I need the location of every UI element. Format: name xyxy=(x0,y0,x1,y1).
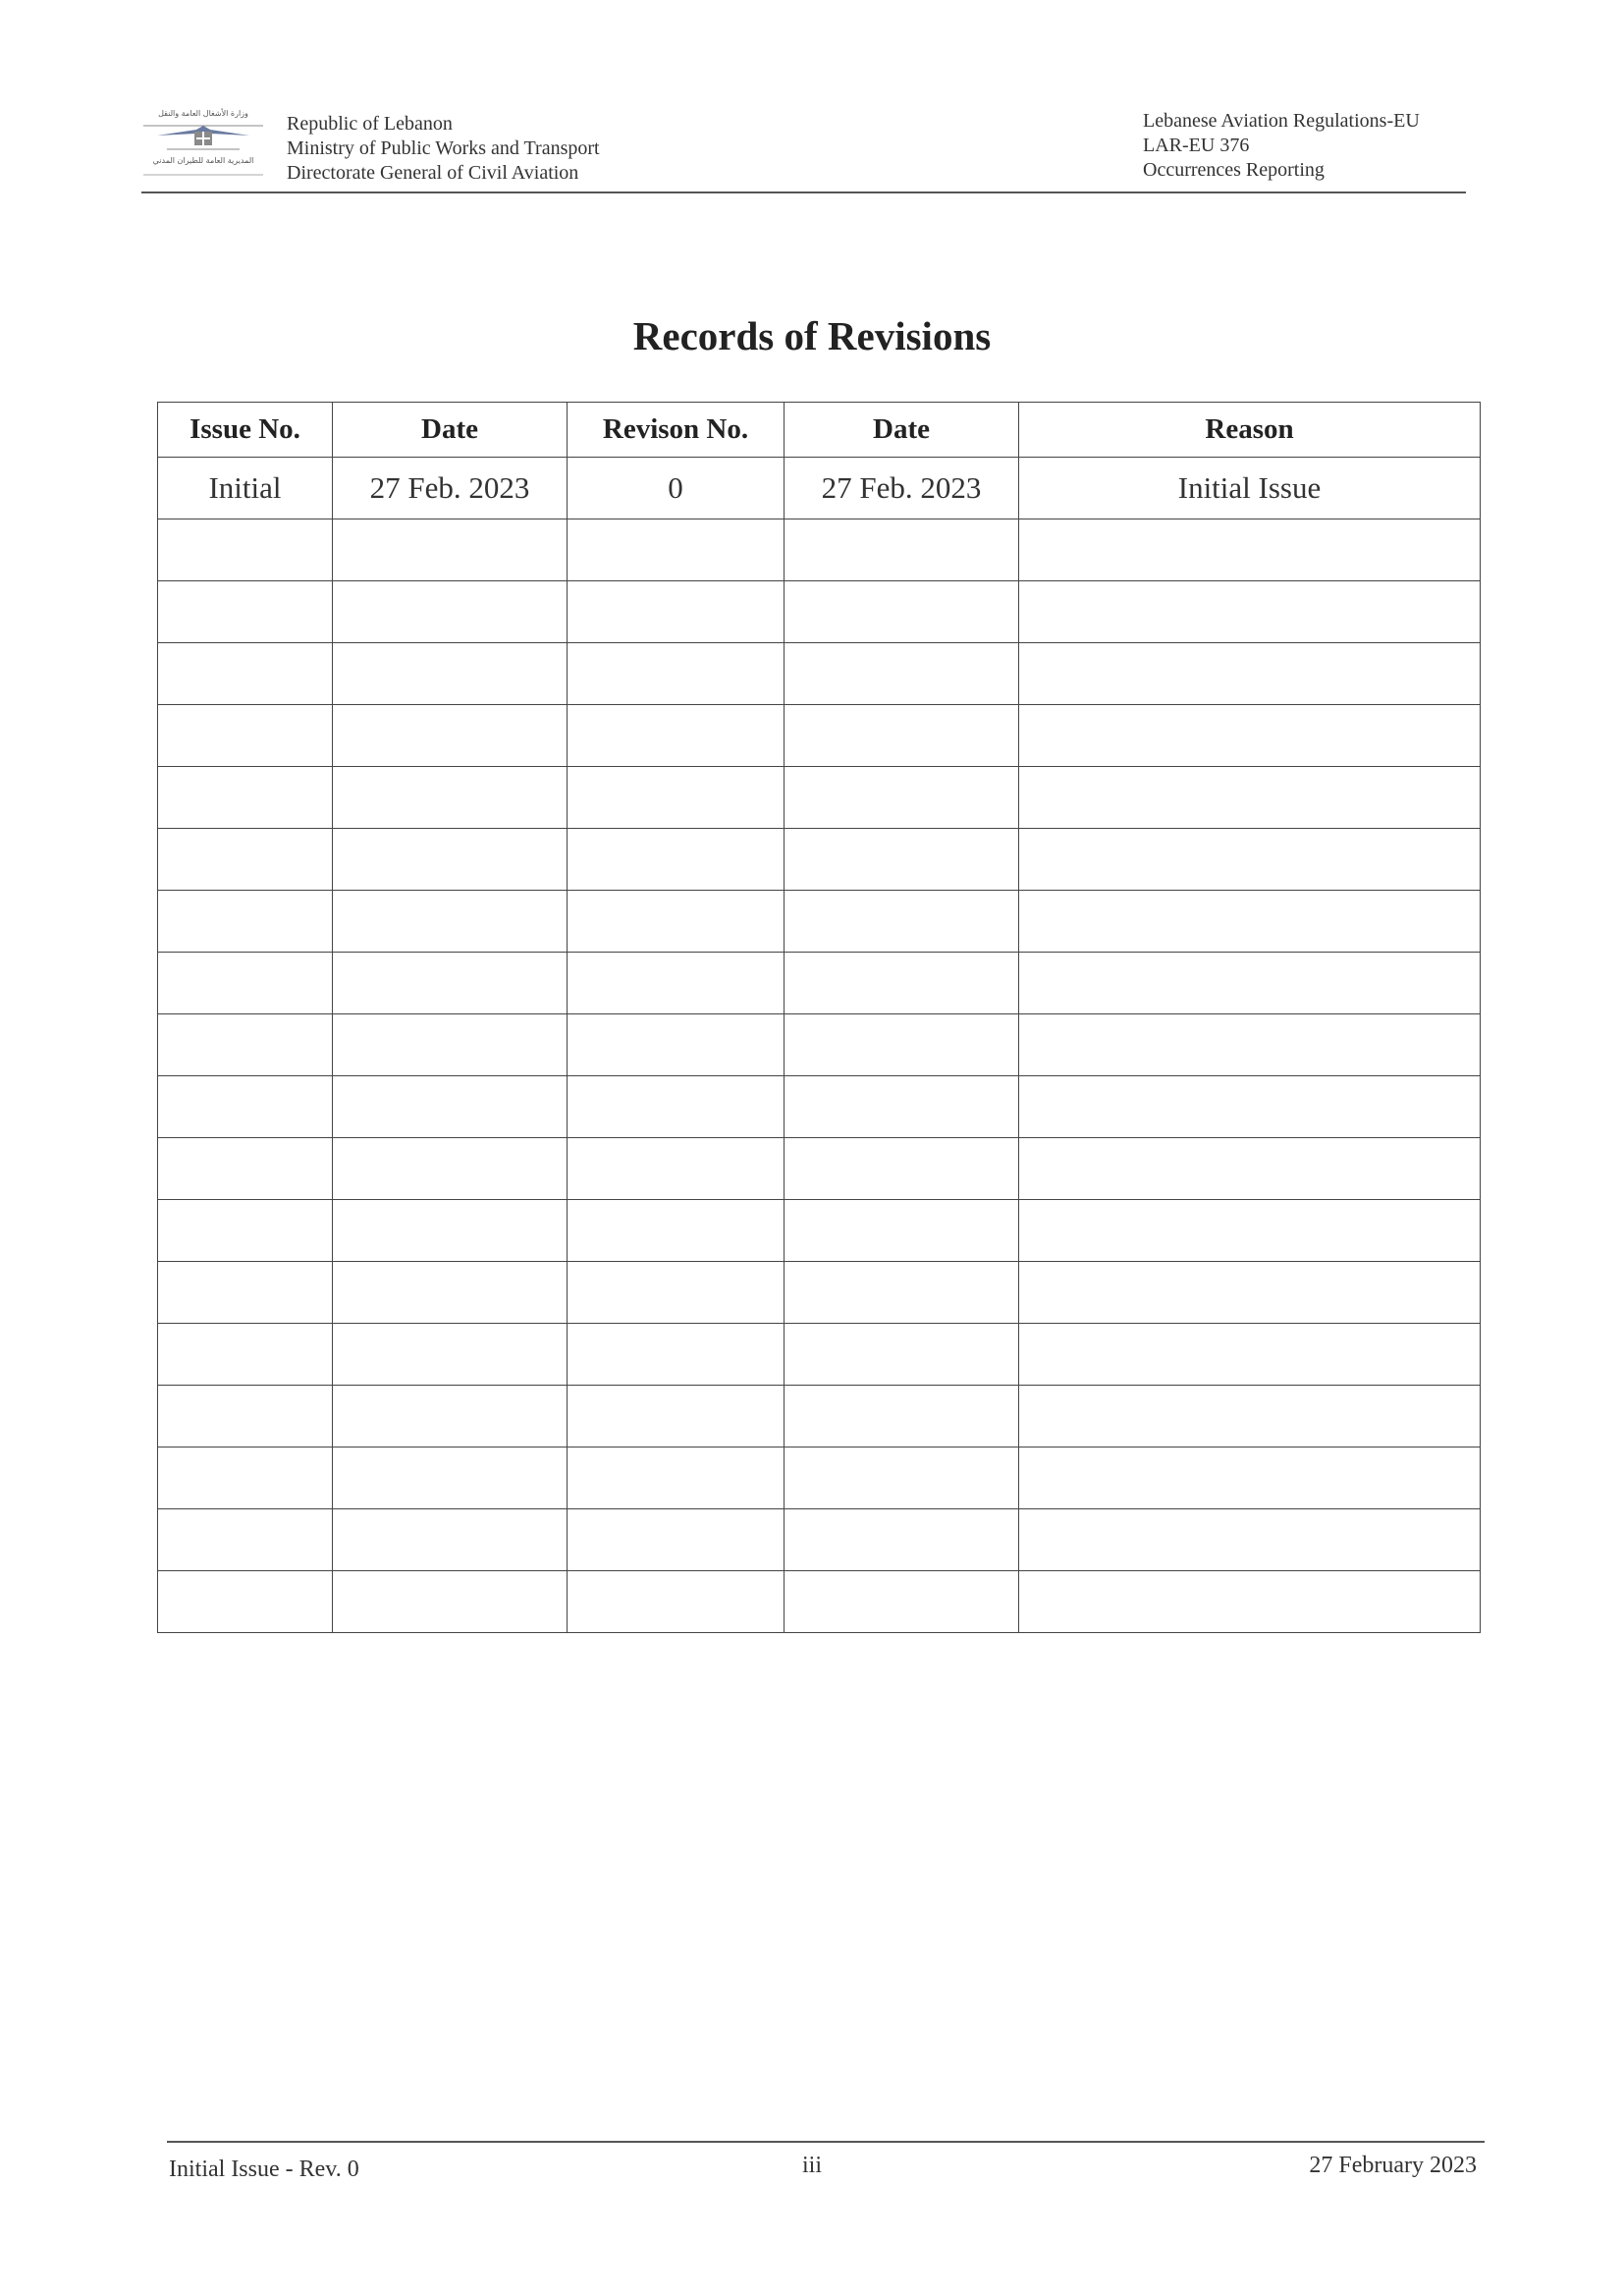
logo-arabic-bottom: المديرية العامة للطيران المدني xyxy=(152,156,254,165)
table-row xyxy=(158,581,1481,643)
table-row xyxy=(158,705,1481,767)
cell-reason xyxy=(1019,1571,1481,1633)
cell-revision-no xyxy=(568,705,785,767)
cell-revision-date: 27 Feb. 2023 xyxy=(785,458,1019,519)
table-row xyxy=(158,767,1481,829)
cell-issue-no xyxy=(158,581,333,643)
column-header-revision-date: Date xyxy=(785,403,1019,458)
cell-revision-no xyxy=(568,1076,785,1138)
cell-reason xyxy=(1019,581,1481,643)
cell-reason xyxy=(1019,829,1481,891)
cell-issue-date xyxy=(333,1262,568,1324)
cell-reason xyxy=(1019,1262,1481,1324)
cell-revision-no xyxy=(568,1571,785,1633)
table-row xyxy=(158,1386,1481,1447)
cell-revision-no xyxy=(568,1386,785,1447)
table-row xyxy=(158,1324,1481,1386)
cell-revision-date xyxy=(785,581,1019,643)
column-header-revision-no: Revison No. xyxy=(568,403,785,458)
cell-issue-no xyxy=(158,1076,333,1138)
cell-reason xyxy=(1019,1076,1481,1138)
cell-revision-date xyxy=(785,1324,1019,1386)
cell-reason xyxy=(1019,891,1481,953)
cell-issue-date xyxy=(333,1571,568,1633)
cell-reason xyxy=(1019,1138,1481,1200)
cell-revision-no xyxy=(568,581,785,643)
cell-issue-no xyxy=(158,891,333,953)
column-header-issue-no: Issue No. xyxy=(158,403,333,458)
table-row xyxy=(158,1076,1481,1138)
cell-issue-date xyxy=(333,1324,568,1386)
cell-reason xyxy=(1019,1447,1481,1509)
footer-divider xyxy=(167,2141,1485,2143)
cell-revision-no xyxy=(568,1324,785,1386)
cell-revision-date xyxy=(785,643,1019,705)
table-row xyxy=(158,1138,1481,1200)
cell-revision-no xyxy=(568,1509,785,1571)
cell-reason xyxy=(1019,767,1481,829)
cell-issue-no xyxy=(158,767,333,829)
cell-issue-no: Initial xyxy=(158,458,333,519)
header-regulation-subject: Occurrences Reporting xyxy=(1143,159,1325,181)
cell-revision-date xyxy=(785,1447,1019,1509)
cell-revision-no xyxy=(568,643,785,705)
cell-revision-date xyxy=(785,829,1019,891)
cell-issue-no xyxy=(158,1262,333,1324)
cell-revision-date xyxy=(785,1076,1019,1138)
cell-issue-date: 27 Feb. 2023 xyxy=(333,458,568,519)
table-header-row xyxy=(158,403,1481,458)
cell-issue-no xyxy=(158,829,333,891)
cell-issue-date xyxy=(333,519,568,581)
header-authority xyxy=(287,112,600,186)
column-header-reason: Reason xyxy=(1019,403,1481,458)
header-regulation-series: Lebanese Aviation Regulations-EU xyxy=(1143,110,1420,132)
cell-revision-date xyxy=(785,1262,1019,1324)
cell-revision-no xyxy=(568,1447,785,1509)
header-country: Republic of Lebanon xyxy=(287,113,453,135)
cell-issue-date xyxy=(333,643,568,705)
header-regulation xyxy=(1143,109,1420,183)
cell-revision-no xyxy=(568,1262,785,1324)
cell-issue-date xyxy=(333,1509,568,1571)
logo-arabic-top: وزارة الأشغال العامة والنقل xyxy=(158,109,248,118)
cell-issue-date xyxy=(333,1447,568,1509)
cell-issue-date xyxy=(333,1014,568,1076)
table-row xyxy=(158,1262,1481,1324)
cell-revision-no xyxy=(568,519,785,581)
footer-date: 27 February 2023 xyxy=(1309,2153,1477,2178)
cell-issue-date xyxy=(333,1138,568,1200)
table-row xyxy=(158,953,1481,1014)
cell-issue-date xyxy=(333,1386,568,1447)
cell-issue-no xyxy=(158,1571,333,1633)
cell-issue-date xyxy=(333,1200,568,1262)
cell-issue-date xyxy=(333,581,568,643)
footer-page-number: iii xyxy=(801,2153,822,2178)
cell-revision-date xyxy=(785,705,1019,767)
cell-revision-date xyxy=(785,1386,1019,1447)
cell-reason xyxy=(1019,705,1481,767)
cell-reason xyxy=(1019,953,1481,1014)
cell-revision-no: 0 xyxy=(568,458,785,519)
cell-issue-no xyxy=(158,643,333,705)
cell-issue-date xyxy=(333,829,568,891)
cell-reason xyxy=(1019,519,1481,581)
cell-reason: Initial Issue xyxy=(1019,458,1481,519)
cell-issue-date xyxy=(333,1076,568,1138)
page-title: Records of Revisions xyxy=(632,313,992,358)
cell-issue-no xyxy=(158,1447,333,1509)
cell-revision-date xyxy=(785,1014,1019,1076)
footer-issue: Initial Issue - Rev. 0 xyxy=(169,2157,359,2182)
header-divider xyxy=(141,191,1466,193)
cell-issue-no xyxy=(158,1509,333,1571)
cell-issue-date xyxy=(333,953,568,1014)
table-row xyxy=(158,643,1481,705)
table-row xyxy=(158,458,1481,519)
table-row xyxy=(158,1447,1481,1509)
cell-revision-date xyxy=(785,891,1019,953)
header-ministry: Ministry of Public Works and Transport xyxy=(287,137,600,159)
revisions-table xyxy=(157,402,1481,1633)
header-directorate: Directorate General of Civil Aviation xyxy=(287,162,579,184)
cell-revision-date xyxy=(785,519,1019,581)
cell-revision-no xyxy=(568,1014,785,1076)
cell-reason xyxy=(1019,643,1481,705)
column-header-issue-date: Date xyxy=(333,403,568,458)
cell-revision-date xyxy=(785,953,1019,1014)
cell-revision-no xyxy=(568,953,785,1014)
table-body xyxy=(158,458,1481,1633)
cell-issue-date xyxy=(333,767,568,829)
cell-issue-no xyxy=(158,1324,333,1386)
cell-revision-no xyxy=(568,1138,785,1200)
table-row xyxy=(158,519,1481,581)
header-regulation-code: LAR-EU 376 xyxy=(1143,135,1250,156)
cell-revision-no xyxy=(568,891,785,953)
cell-issue-date xyxy=(333,891,568,953)
cell-revision-date xyxy=(785,767,1019,829)
cell-reason xyxy=(1019,1509,1481,1571)
cell-reason xyxy=(1019,1014,1481,1076)
table-row xyxy=(158,891,1481,953)
cell-reason xyxy=(1019,1324,1481,1386)
cell-reason xyxy=(1019,1386,1481,1447)
table-row xyxy=(158,1200,1481,1262)
cell-revision-date xyxy=(785,1571,1019,1633)
cell-revision-no xyxy=(568,1200,785,1262)
table-row xyxy=(158,829,1481,891)
cell-revision-date xyxy=(785,1509,1019,1571)
cell-revision-date xyxy=(785,1138,1019,1200)
cell-reason xyxy=(1019,1200,1481,1262)
cell-issue-no xyxy=(158,953,333,1014)
cell-issue-no xyxy=(158,1200,333,1262)
cell-revision-no xyxy=(568,767,785,829)
cell-issue-no xyxy=(158,1138,333,1200)
cell-issue-no xyxy=(158,705,333,767)
table-row xyxy=(158,1014,1481,1076)
table-row xyxy=(158,1509,1481,1571)
cell-revision-date xyxy=(785,1200,1019,1262)
cell-revision-no xyxy=(568,829,785,891)
cell-issue-no xyxy=(158,519,333,581)
table-row xyxy=(158,1571,1481,1633)
cell-issue-date xyxy=(333,705,568,767)
dgca-logo xyxy=(137,106,269,187)
cell-issue-no xyxy=(158,1386,333,1447)
cell-issue-no xyxy=(158,1014,333,1076)
